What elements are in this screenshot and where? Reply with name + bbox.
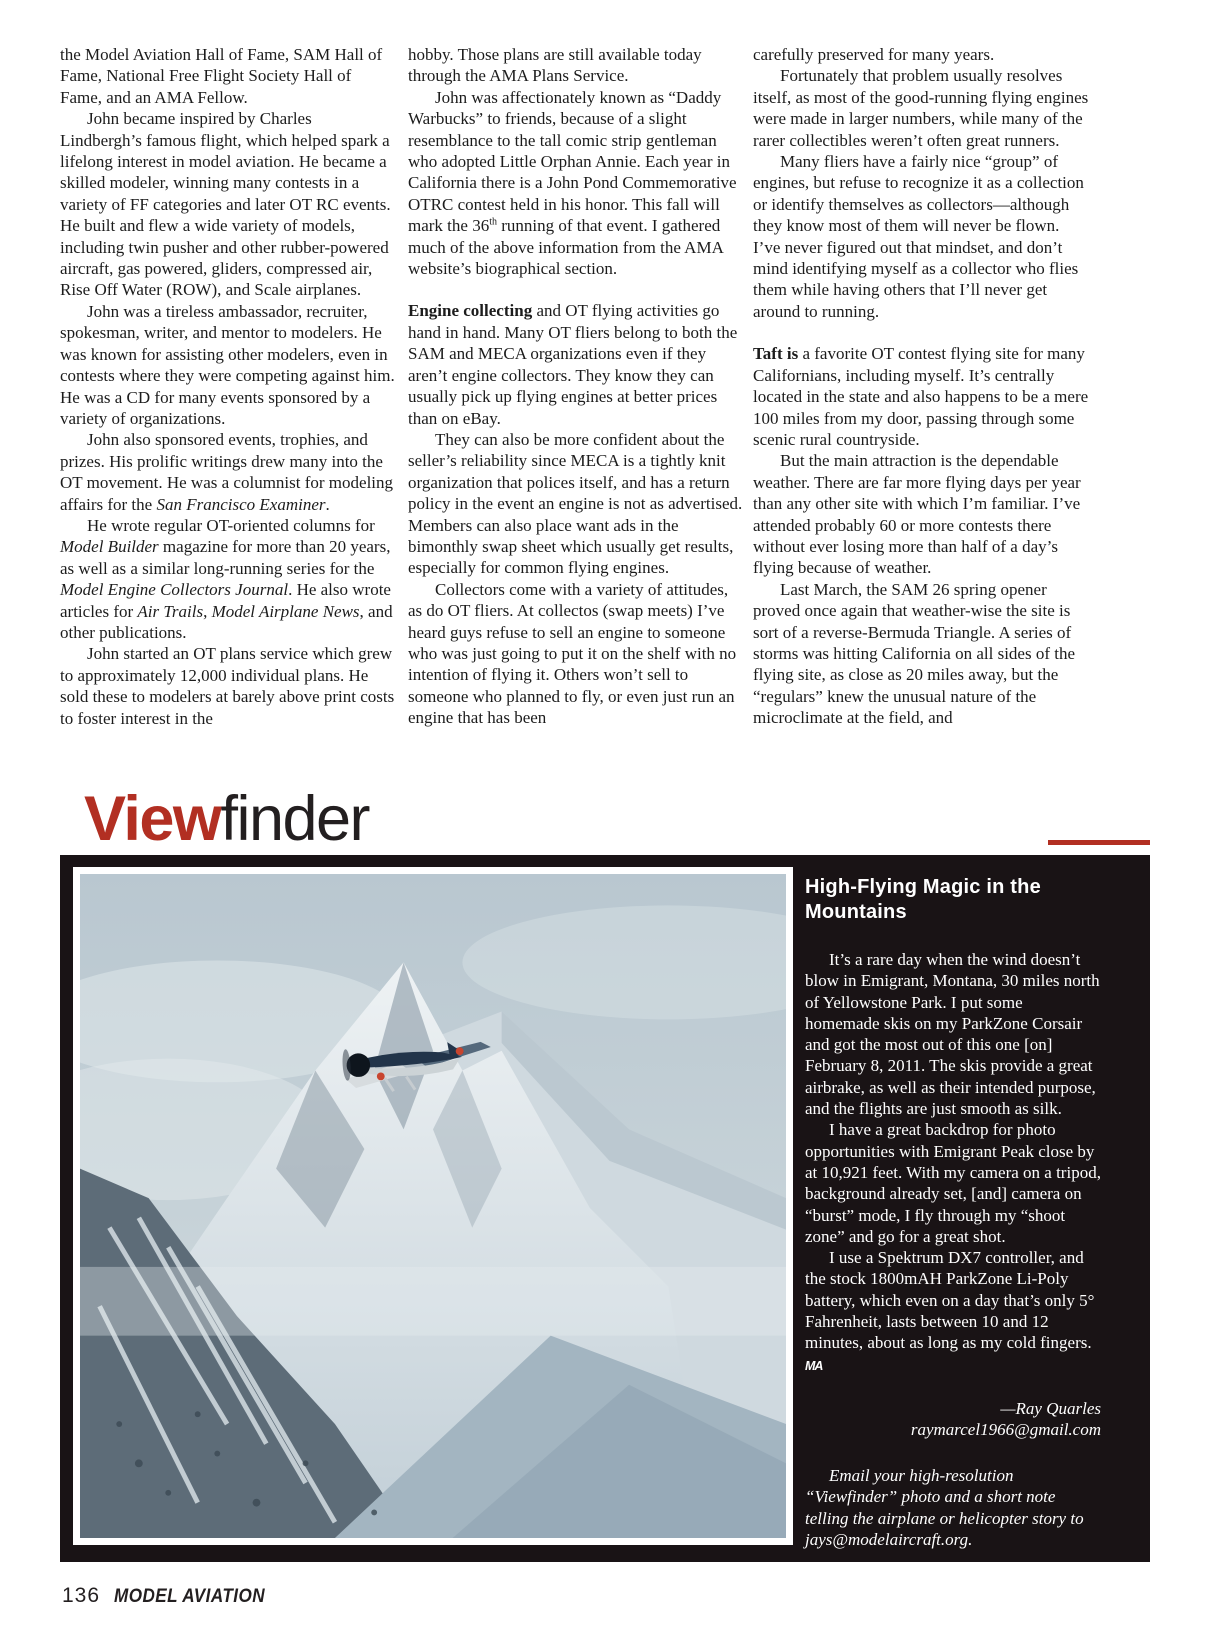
paragraph [753, 343, 1090, 450]
text-segment: John also sponsored events, trophies, and prizes. His prolific writings drew many into the OT movement. He was a columnist for modeling affairs for the [60, 430, 394, 514]
viewfinder-masthead-accent: View [84, 784, 221, 854]
feature-photo [80, 874, 786, 1538]
byline [805, 1398, 1101, 1441]
paragraph [753, 44, 1090, 65]
text-segment: running of that event. I gathered much of the above information from the AMA website’s biographical section. [408, 216, 723, 279]
paragraph [408, 44, 745, 87]
byline-author: —Ray Quarles [1000, 1398, 1101, 1418]
viewfinder-feature-box [60, 855, 1150, 1562]
byline-email: raymarcel1966@gmail.com [910, 1420, 1101, 1440]
paragraph [753, 450, 1090, 578]
viewfinder-masthead-rest: finder [220, 784, 370, 854]
paragraph [753, 579, 1090, 729]
text-segment: MA [805, 1358, 823, 1373]
paragraph [753, 151, 1090, 322]
paragraph [60, 643, 397, 729]
text-segment: and OT flying activities go hand in hand. Many OT fliers belong to both the SAM and MECA organizations even if they aren’t engine collectors. They know they can usually pick up flying engines at better prices than on eBay. [408, 301, 738, 428]
text-segment: Model Airplane News [211, 601, 360, 621]
text-segment: Fortunately that problem usually resolves itself, as most of the good-running flying engines were made in larger numbers, while many of the rarer collectibles weren’t often great runners. [753, 66, 1089, 150]
text-segment: , and other publications. [60, 601, 393, 642]
page-footer [62, 1584, 282, 1608]
sidebar-body [805, 949, 1101, 1377]
paragraph [805, 1247, 1101, 1377]
text-segment: John was affectionately known as “Daddy Warbucks” to friends, because of a slight resemblance to the tall comic strip gentleman who adopted Little Orphan Annie. Each year in California there is a John Pond Commemorative OTRC contest held in his honor. This fall will mark the 36 [408, 87, 737, 236]
text-segment: I have a great backdrop for photo opportunities with Emigrant Peak close by at 10,921 feet. With my camera on a tripod, background already set, [and] camera on “burst” mode, I fly through my “shoot zone” and go for a great shot. [805, 1120, 1101, 1246]
text-segment: John started an OT plans service which grew to approximately 12,000 individual plans. He sold these to modelers at barely above print costs to foster interest in the [60, 644, 395, 728]
text-segment: Last March, the SAM 26 spring opener proved once again that weather-wise the site is sort of a reverse-Bermuda Triangle. A series of storms was hitting California on all sides of the flying site, as close as 20 miles away, but the “regulars” knew the unusual nature of the microclimate at the field, and [753, 579, 1076, 728]
mountain-photo-graphic [80, 874, 786, 1538]
text-segment: He wrote regular OT-oriented columns for [87, 515, 375, 535]
paragraph [60, 429, 397, 515]
text-segment: th [489, 216, 497, 228]
text-segment: I use a Spektrum DX7 controller, and the stock 1800mAH ParkZone Li-Poly battery, which even on a day that’s only 5° Fahrenheit, lasts between 10 and 12 minutes, about as long as my cold fingers. [805, 1248, 1095, 1353]
text-segment: hobby. Those plans are still available today through the AMA Plans Service. [408, 45, 702, 86]
text-segment: a favorite OT contest flying site for many Californians, including myself. It’s centrally located in the state and also happens to be a mere 100 miles from my door, passing through some scenic rural countryside. [753, 344, 1089, 449]
paragraph [805, 1119, 1101, 1247]
paragraph [408, 87, 745, 280]
text-segment: magazine for more than 20 years, as well as a similar long-running series for the [60, 537, 391, 578]
text-segment: Many fliers have a fairly nice “group” of engines, but refuse to recognize it as a collection or identify themselves as collectors—although they know most of them will never be flown. I’ve never figured out that mindset, and don’t mind identifying myself as a collector who flies them while having others that I’ll never get around to running. [753, 152, 1084, 321]
paragraph [408, 300, 745, 428]
paragraph [805, 949, 1101, 1119]
text-segment: the Model Aviation Hall of Fame, SAM Hall of Fame, National Free Flight Society Hall of Fame, and an AMA Fellow. [60, 45, 383, 107]
text-segment: carefully preserved for many years. [753, 45, 995, 64]
submission-note [805, 1465, 1101, 1551]
text-segment: But the main attraction is the dependable weather. There are far more flying days per year than any other site with which I’m familiar. I’ve attended probably 60 or more contests there without ever losing more than half of a day’s flying because of weather. [753, 451, 1081, 578]
text-segment: It’s a rare day when the wind doesn’t blow in Emigrant, Montana, 30 miles north of Yellowstone Park. I put some homemade skis on my ParkZone Corsair and got the most out of this one [on] February 8, 2011. The skis provide a great airbrake, as well as their intended purpose, and the flights are just smooth as silk. [805, 950, 1100, 1119]
paragraph [753, 65, 1090, 151]
text-segment: They can also be more confident about the seller’s reliability since MECA is a tightly knit organization that polices itself, and has a return policy in the event an engine is not as advertised. Members can also place want ads in the bimonthly swap sheet which usually get results, especially for common flying engines. [408, 429, 743, 578]
viewfinder-masthead [84, 784, 370, 854]
text-segment: Engine collecting [408, 301, 533, 321]
text-segment: Model Builder [60, 537, 159, 557]
paragraph [805, 1465, 1101, 1551]
text-segment: Model Engine Collectors Journal [60, 580, 289, 600]
paragraph [408, 429, 745, 579]
text-segment: Collectors come with a variety of attitudes, as do OT fliers. At collectos (swap meets) I’ve heard guys refuse to sell an engine to someone who was just going to put it on the shelf with no intention of flying it. Others won’t sell to someone who planned to fly, or even just run an engine that has been [408, 579, 737, 728]
magazine-logo: MODEL AVIATION [114, 1586, 266, 1607]
paragraph [60, 44, 397, 108]
text-segment: , [203, 601, 212, 621]
page-number: 136 [62, 1584, 101, 1607]
text-segment: John became inspired by Charles Lindbergh’s famous flight, which helped spark a lifelong interest in model aviation. He became a skilled modeler, winning many contests in a variety of FF categories and later OT RC events. He built and flew a wide variety of models, including twin pusher and other rubber-powered aircraft, gas powered, gliders, compressed air, Rise Off Water (ROW), and Scale airplanes. [60, 109, 391, 300]
viewfinder-sidebar [805, 875, 1101, 1551]
paragraph [60, 108, 397, 301]
red-accent-rule [1048, 840, 1150, 845]
article-column-right [753, 44, 1090, 729]
text-segment: . [325, 494, 330, 514]
sidebar-title: High-Flying Magic in the Mountains [805, 876, 1041, 923]
article-column-middle [408, 44, 745, 729]
paragraph [408, 579, 745, 729]
paragraph [60, 515, 397, 643]
text-segment: San Francisco Examiner [156, 494, 326, 514]
text-segment: Air Trails [137, 601, 204, 621]
text-segment: . He also wrote articles for [60, 580, 391, 621]
text-segment: Email your high-resolution “Viewfinder” photo and a short note telling the airplane or helicopter story to jays@modelaircraft.org. [805, 1465, 1084, 1550]
paragraph [60, 301, 397, 429]
text-segment: Taft is [753, 344, 799, 364]
article-column-left [60, 44, 397, 729]
photo-white-frame [73, 867, 793, 1545]
text-segment: John was a tireless ambassador, recruiter, spokesman, writer, and mentor to modelers. He was known for assisting other modelers, even in contests where they were competing against him. He was a CD for many events sponsored by a variety of organizations. [60, 301, 395, 428]
